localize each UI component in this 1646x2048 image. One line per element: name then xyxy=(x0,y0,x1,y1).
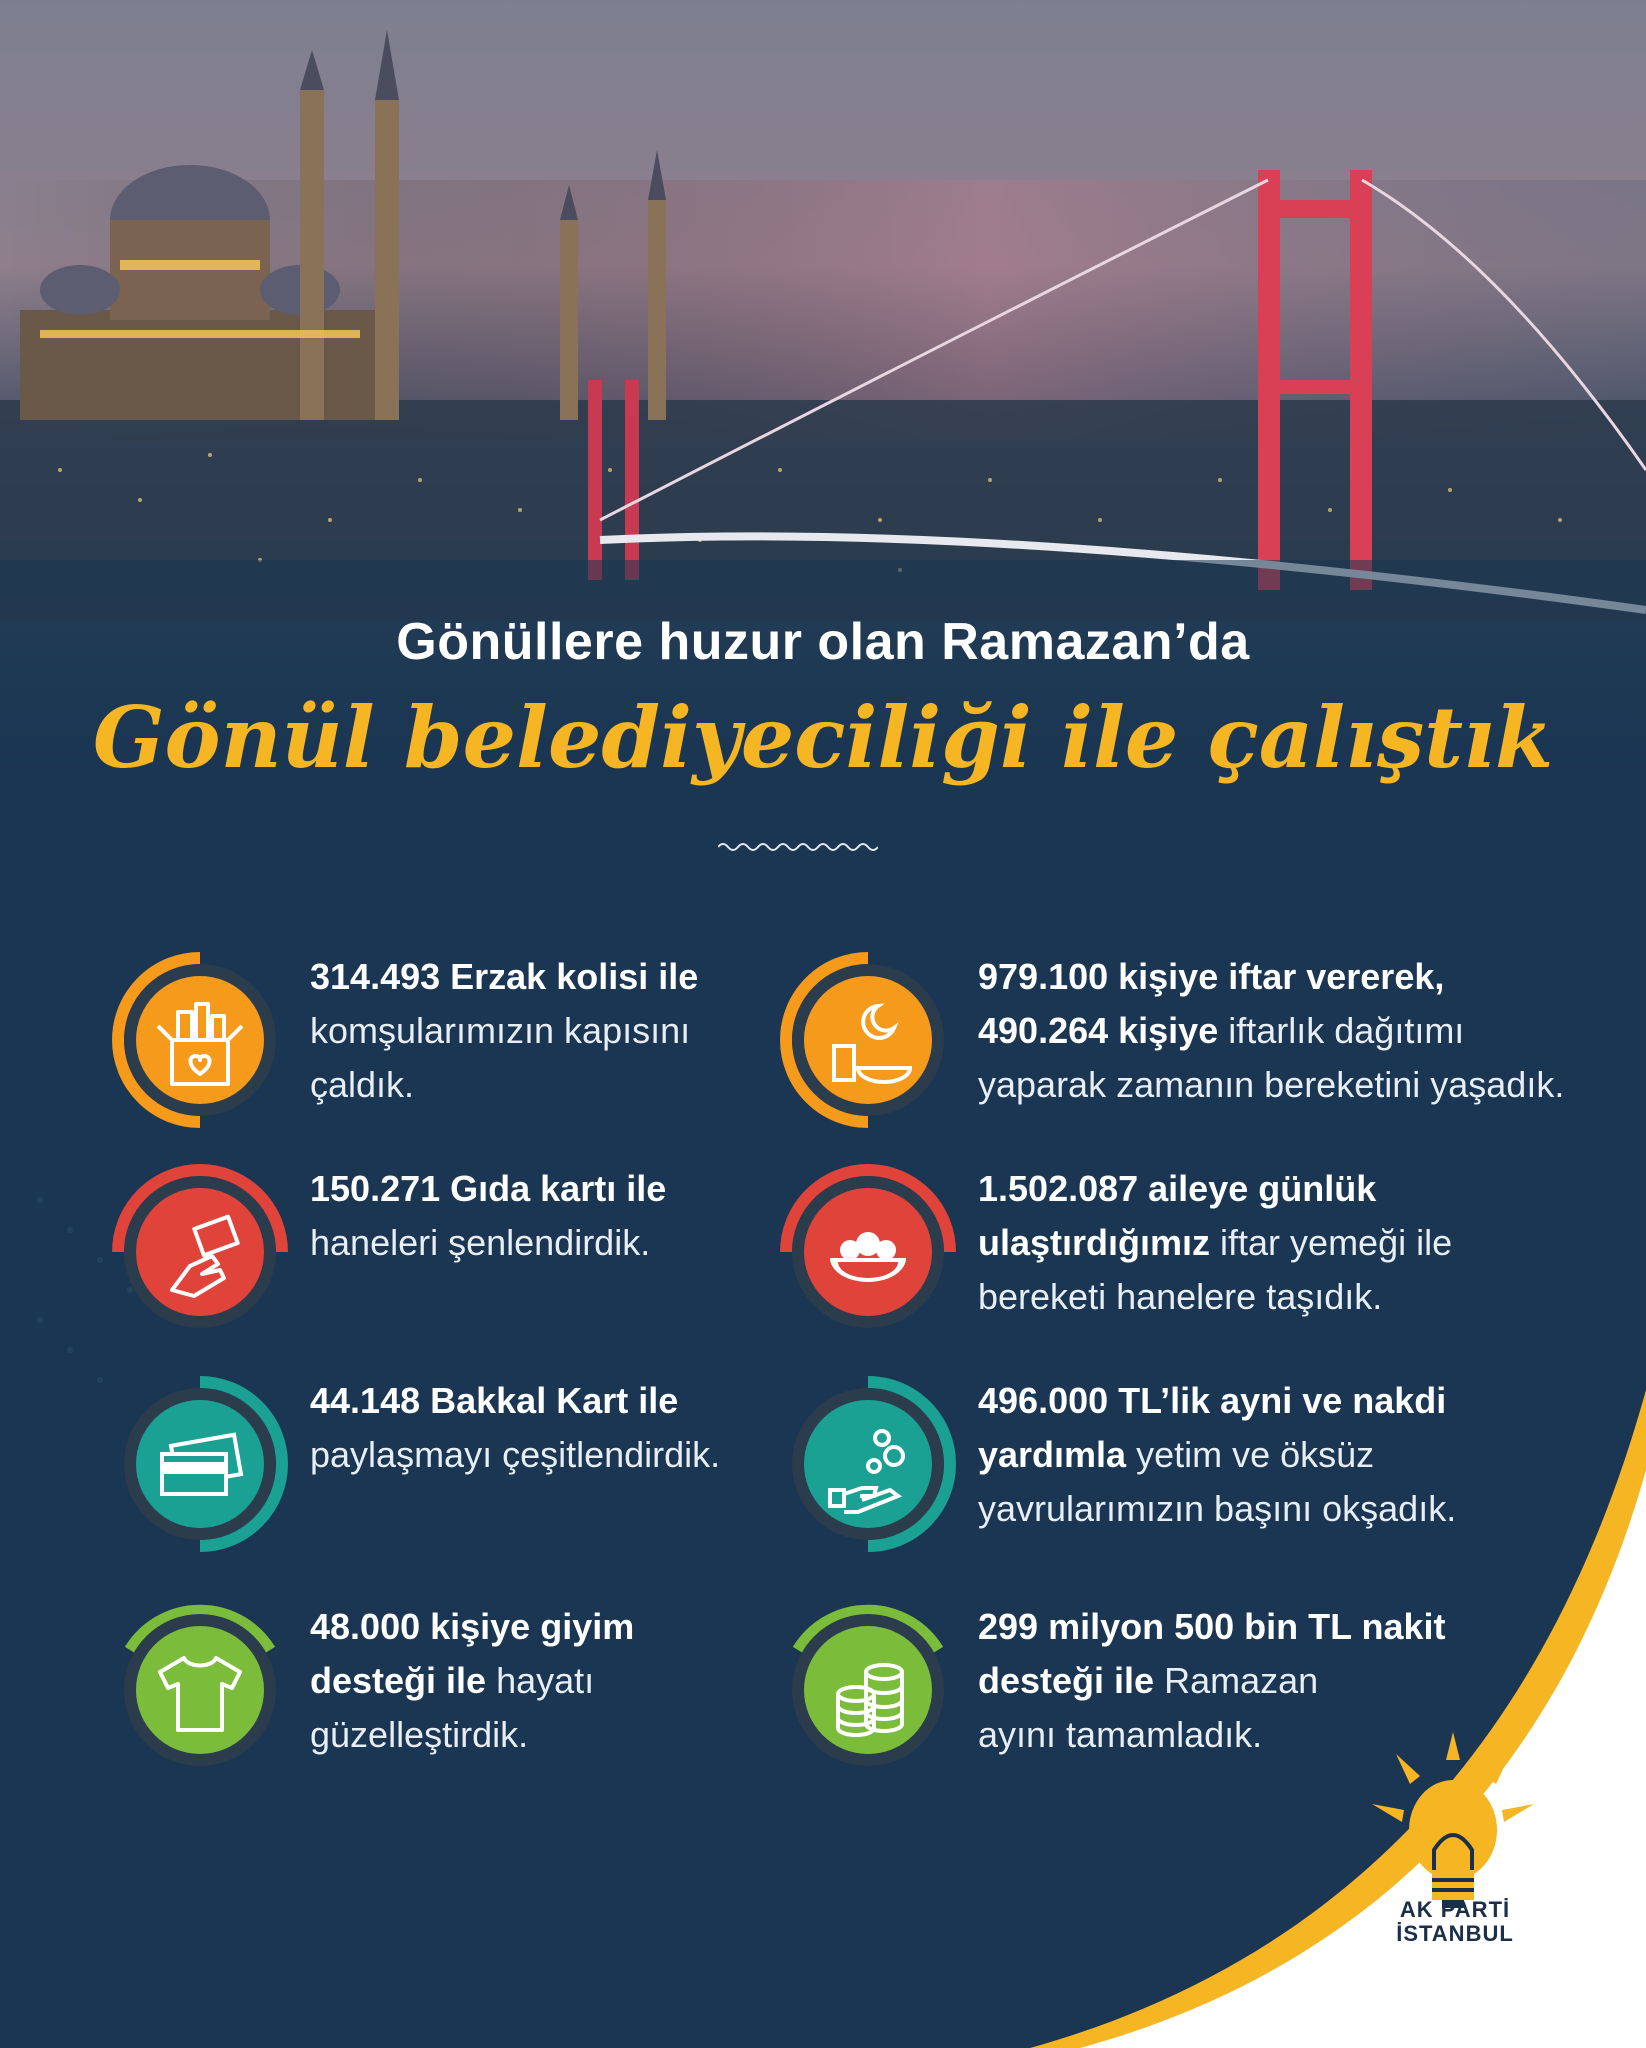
item-4-line3: bereketi hanelere taşıdık. xyxy=(978,1276,1383,1317)
logo-text xyxy=(1370,1898,1540,1946)
iftar-moon-icon xyxy=(778,950,958,1130)
item-1-line2: komşularımızın kapısını xyxy=(310,1010,691,1051)
item-5-line2: paylaşmayı çeşitlendirdik. xyxy=(310,1434,721,1475)
wave-divider xyxy=(718,838,878,856)
item-2-light2: iftarlık dağıtımı xyxy=(1218,1010,1465,1051)
item-5-headline: 44.148 Bakkal Kart ile xyxy=(310,1380,679,1421)
item-2-bold2: 490.264 kişiye xyxy=(978,1010,1219,1051)
subheadline: Gönül belediyeciliği ile çalıştık xyxy=(92,688,1554,787)
item-1-headline: 314.493 Erzak kolisi ile xyxy=(310,956,699,997)
item-1-line3: çaldık. xyxy=(310,1064,415,1105)
stat-item-food-card xyxy=(110,1162,666,1342)
item-4-bold2: ulaştırdığımız xyxy=(978,1222,1211,1263)
item-6-light2: yetim ve öksüz xyxy=(1126,1434,1375,1475)
item-8-line3: ayını tamamladık. xyxy=(978,1714,1263,1755)
food-card-icon xyxy=(110,1162,290,1342)
item-2-headline: 979.100 kişiye iftar vererek, xyxy=(978,956,1445,997)
logo-line2: İSTANBUL xyxy=(1396,1921,1514,1946)
stat-item-grocery-card xyxy=(110,1374,720,1554)
food-box-icon xyxy=(110,950,290,1130)
food-bowl-icon xyxy=(778,1162,958,1342)
helping-hand-icon xyxy=(778,1374,958,1554)
coins-icon xyxy=(778,1600,958,1780)
item-4-headline: 1.502.087 aileye günlük xyxy=(978,1168,1377,1209)
item-2-line3: yaparak zamanın bereketini yaşadık. xyxy=(978,1064,1565,1105)
item-8-headline: 299 milyon 500 bin TL nakit xyxy=(978,1606,1446,1647)
item-3-headline: 150.271 Gıda kartı ile xyxy=(310,1168,667,1209)
logo-line1: AK PARTİ xyxy=(1399,1897,1511,1922)
item-4-light2: iftar yemeği ile xyxy=(1210,1222,1453,1263)
item-8-light2: Ramazan xyxy=(1154,1660,1319,1701)
stat-item-orphan-support xyxy=(778,1374,1456,1554)
stat-item-iftar xyxy=(778,950,1564,1130)
credit-card-icon xyxy=(110,1374,290,1554)
headline: Gönüllere huzur olan Ramazan’da xyxy=(396,613,1250,671)
item-8-bold2: desteği ile xyxy=(978,1660,1155,1701)
item-7-headline: 48.000 kişiye giyim xyxy=(310,1606,635,1647)
item-7-line3: güzelleştirdik. xyxy=(310,1714,529,1755)
item-6-headline: 496.000 TL’lik ayni ve nakdi xyxy=(978,1380,1447,1421)
item-6-bold2: yardımla xyxy=(978,1434,1127,1475)
tshirt-icon xyxy=(110,1600,290,1780)
item-7-light2: hayatı xyxy=(486,1660,595,1701)
stat-item-iftar-meals xyxy=(778,1162,1452,1342)
stat-item-clothing xyxy=(110,1600,634,1780)
item-7-bold2: desteği ile xyxy=(310,1660,487,1701)
item-6-line3: yavrularımızın başını okşadık. xyxy=(978,1488,1457,1529)
stat-item-food-boxes xyxy=(110,950,698,1130)
item-3-line2: haneleri şenlendirdik. xyxy=(310,1222,651,1263)
stat-item-cash-support xyxy=(778,1600,1446,1780)
